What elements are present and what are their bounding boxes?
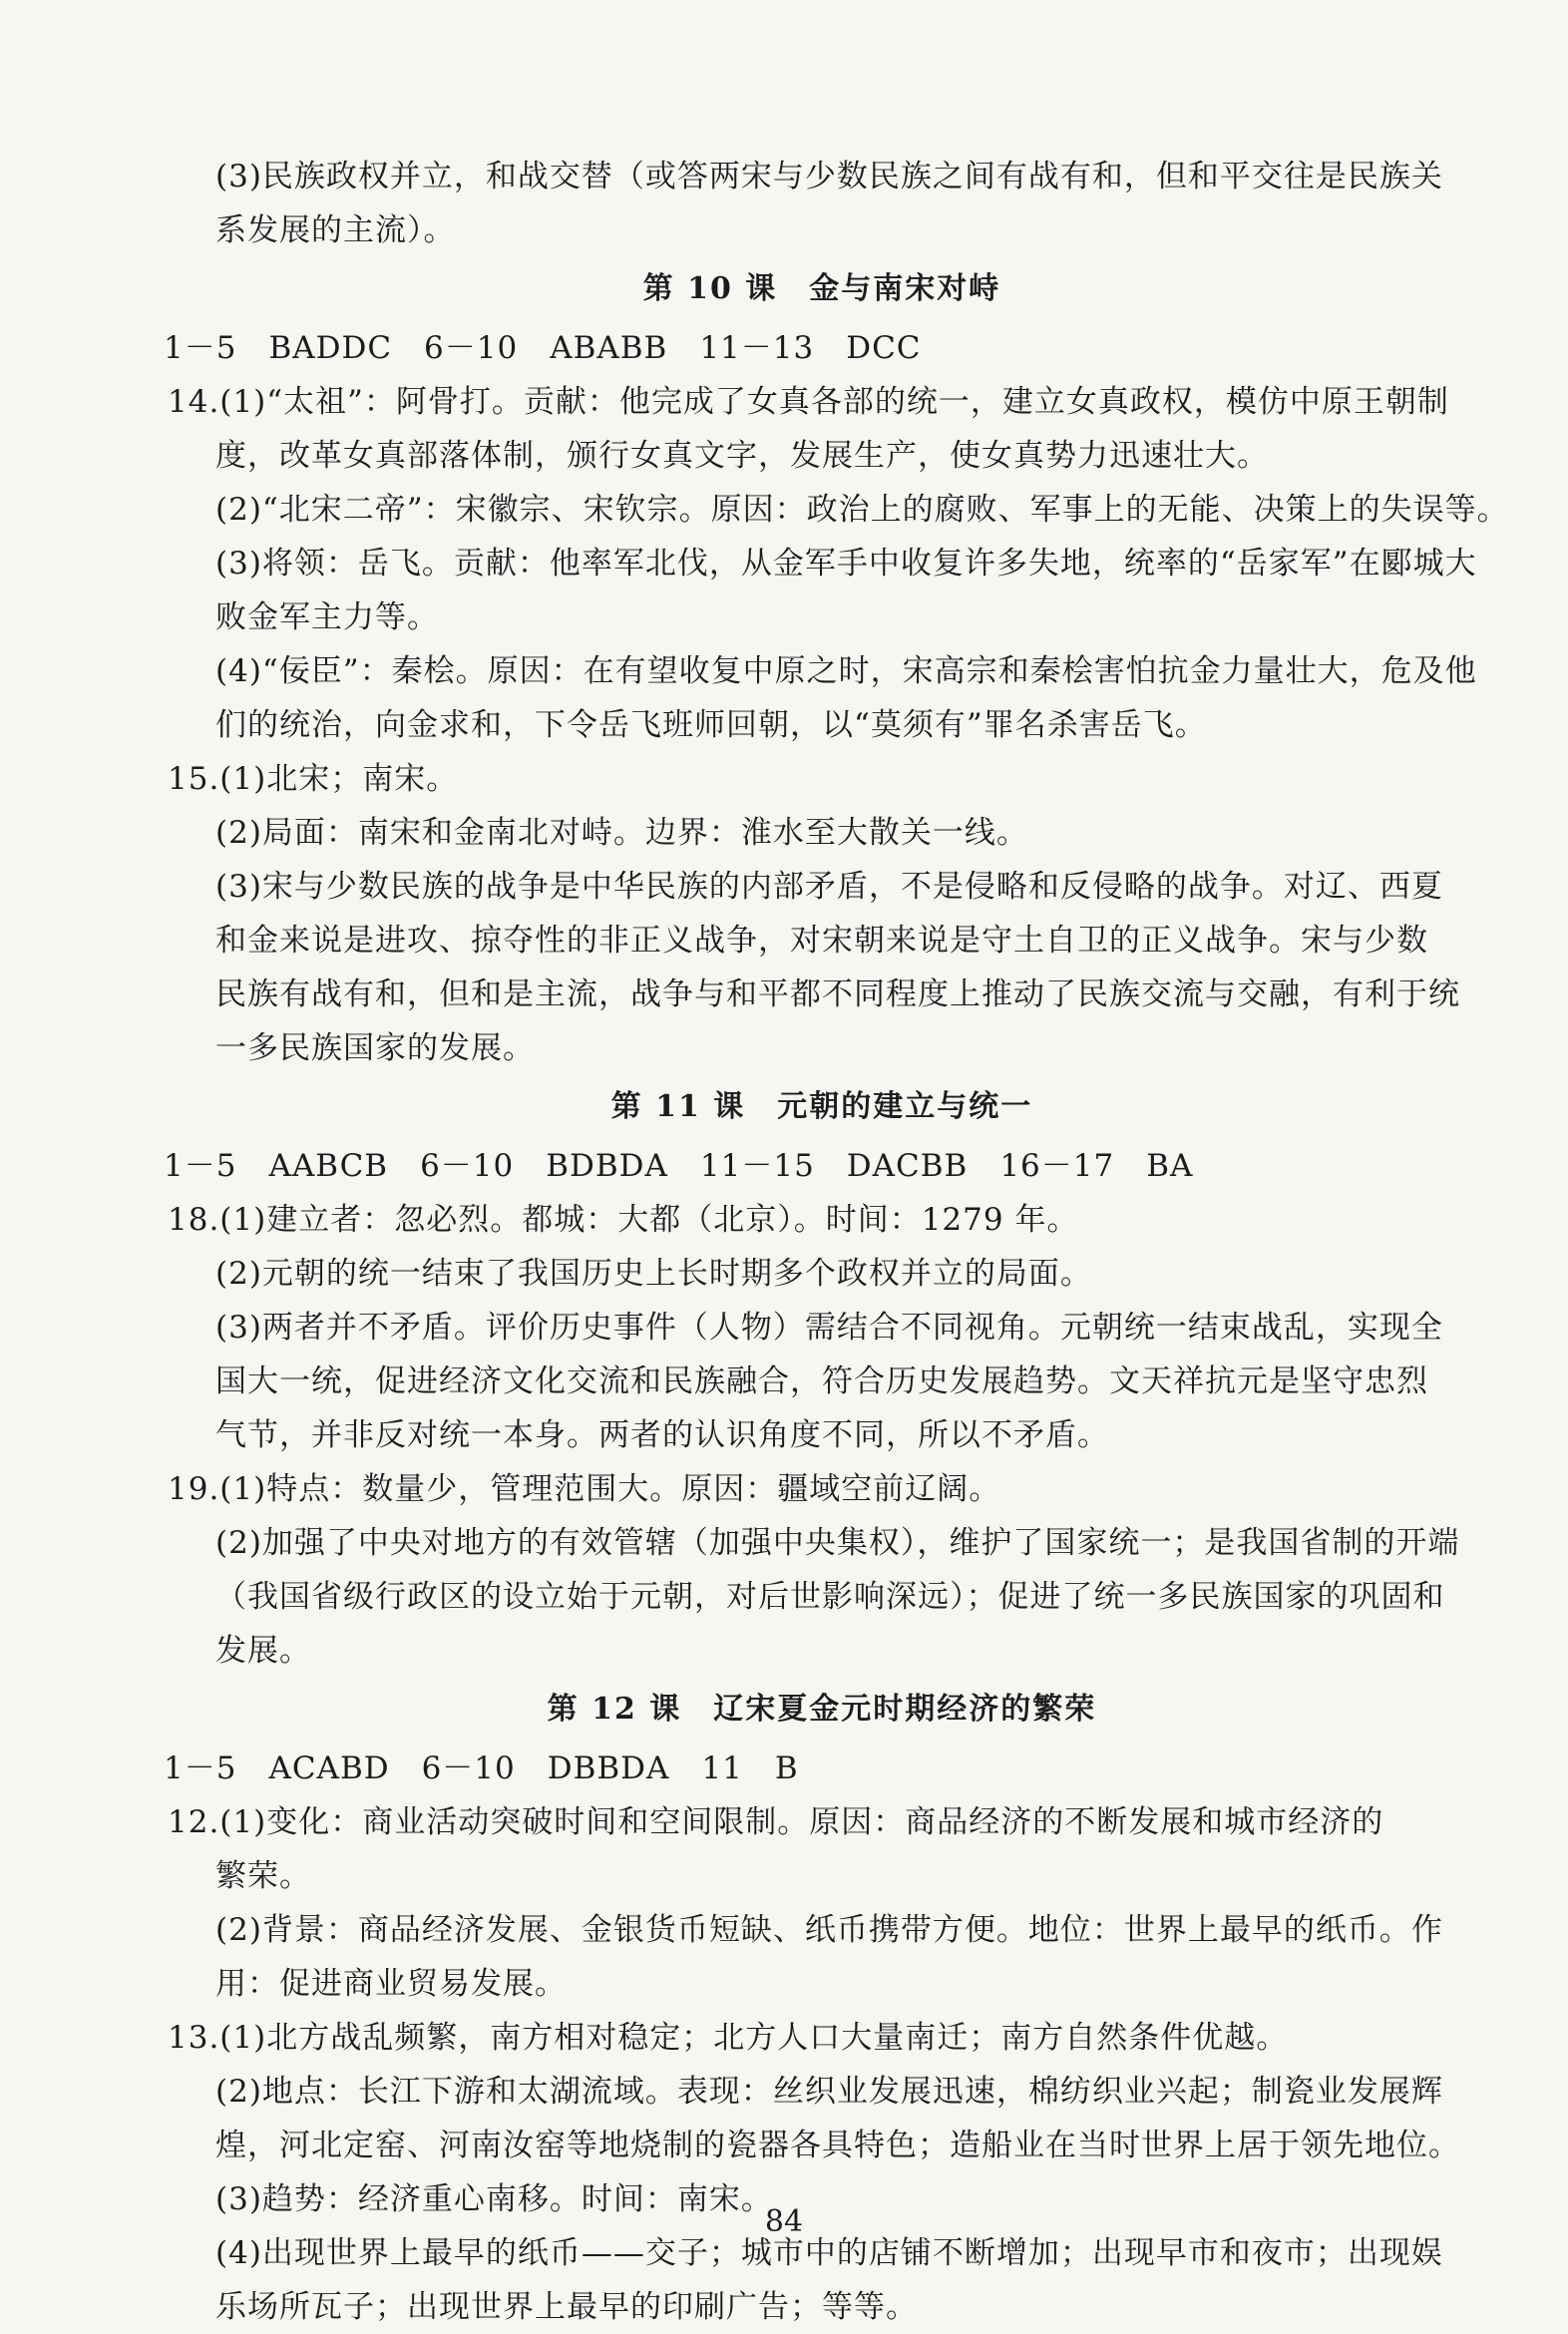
- document-content: [164, 150, 1509, 2334]
- answer-line: 民族有战有和，但和是主流，战争与和平都不同程度上推动了民族交流与交融，有利于统: [215, 976, 1460, 1012]
- answer-line: (2)“北宋二帝”：宋徽宗、宋钦宗。原因：政治上的腐败、军事上的无能、决策上的失误等。: [215, 492, 1509, 528]
- answer-line: (2)背景：商品经济发展、金银货币短缺、纸币携带方便。地位：世界上最早的纸币。作: [215, 1912, 1443, 1948]
- lesson-title: 第 10 课 金与南宋对峙: [642, 271, 1001, 306]
- answer-line: (3)将领：岳飞。贡献：他率军北伐，从金军手中收复许多失地，统率的“岳家军”在郾城大: [215, 546, 1477, 582]
- answer-line: (2)地点：长江下游和太湖流域。表现：丝织业发展迅速，棉纺织业兴起；制瓷业发展辉: [215, 2074, 1443, 2110]
- answer-line: （我国省级行政区的设立始于元朝，对后世影响深远）；促进了统一多民族国家的巩固和: [215, 1579, 1445, 1615]
- answer-line: 和金来说是进攻、掠夺性的非正义战争，对宋朝来说是守土自卫的正义战争。宋与少数: [215, 923, 1428, 959]
- answer-line: 15.(1)北宋；南宋。: [168, 761, 459, 797]
- answer-line: 败金军主力等。: [215, 599, 439, 635]
- answer-line: 乐场所瓦子；出现世界上最早的印刷广告；等等。: [215, 2289, 918, 2325]
- choice-answers: 1－5 AABCB 6－10 BDBDA 11－15 DACBB 16－17 BA: [164, 1148, 1194, 1184]
- answer-line: 国大一统，促进经济文化交流和民族融合，符合历史发展趋势。文天祥抗元是坚守忠烈: [215, 1363, 1428, 1399]
- answer-line: 度，改革女真部落体制，颁行女真文字，发展生产，使女真势力迅速壮大。: [215, 438, 1269, 474]
- answer-line: 发展。: [215, 1633, 311, 1669]
- answer-line: (3)两者并不矛盾。评价历史事件（人物）需结合不同视角。元朝统一结束战乱，实现全: [215, 1310, 1443, 1346]
- page-number: 84: [764, 2204, 804, 2239]
- answer-line: 13.(1)北方战乱频繁，南方相对稳定；北方人口大量南迁；南方自然条件优越。: [168, 2020, 1289, 2056]
- answer-line: (3)民族政权并立，和战交替（或答两宋与少数民族之间有战有和，但和平交往是民族关: [215, 159, 1443, 194]
- answer-line: 煌，河北定窑、河南汝窑等地烧制的瓷器各具特色；造船业在当时世界上居于领先地位。: [215, 2128, 1460, 2163]
- answer-line: 繁荣。: [215, 1858, 311, 1894]
- answer-line: (4)“佞臣”：秦桧。原因：在有望收复中原之时，宋高宗和秦桧害怕抗金力量壮大，危及他: [215, 653, 1477, 689]
- answer-line: 12.(1)变化：商业活动突破时间和空间限制。原因：商品经济的不断发展和城市经济的: [168, 1804, 1384, 1840]
- answer-line: 气节，并非反对统一本身。两者的认识角度不同，所以不矛盾。: [215, 1417, 1109, 1453]
- answer-line: 一多民族国家的发展。: [215, 1030, 535, 1066]
- answer-line: (2)局面：南宋和金南北对峙。边界：淮水至大散关一线。: [215, 815, 1028, 851]
- answer-line: 们的统治，向金求和，下令岳飞班师回朝，以“莫须有”罪名杀害岳飞。: [215, 707, 1207, 743]
- choice-answers: 1－5 ACABD 6－10 DBBDA 11 B: [164, 1750, 799, 1786]
- lesson-title: 第 11 课 元朝的建立与统一: [610, 1089, 1033, 1124]
- answer-line: (3)趋势：经济重心南移。时间：南宋。: [215, 2181, 773, 2217]
- answer-line: (3)宋与少数民族的战争是中华民族的内部矛盾，不是侵略和反侵略的战争。对辽、西夏: [215, 869, 1443, 905]
- answer-line: 系发展的主流）。: [215, 212, 456, 248]
- lesson-title: 第 12 课 辽宋夏金元时期经济的繁荣: [547, 1692, 1097, 1727]
- answer-line: 18.(1)建立者：忽必烈。都城：大都（北京）。时间：1279 年。: [168, 1202, 1079, 1238]
- answer-line: (2)加强了中央对地方的有效管辖（加强中央集权），维护了国家统一；是我国省制的开端: [215, 1525, 1460, 1561]
- answer-line: 19.(1)特点：数量少，管理范围大。原因：疆域空前辽阔。: [168, 1471, 1001, 1507]
- answer-line: (2)元朝的统一结束了我国历史上长时期多个政权并立的局面。: [215, 1256, 1092, 1292]
- answer-line: (4)出现世界上最早的纸币——交子；城市中的店铺不断增加；出现早市和夜市；出现娱: [215, 2235, 1443, 2271]
- answer-line: 14.(1)“太祖”：阿骨打。贡献：他完成了女真各部的统一，建立女真政权，模仿中原王朝制: [168, 384, 1449, 420]
- choice-answers: 1－5 BADDC 6－10 ABABB 11－13 DCC: [164, 330, 922, 366]
- answer-line: 用：促进商业贸易发展。: [215, 1966, 567, 2002]
